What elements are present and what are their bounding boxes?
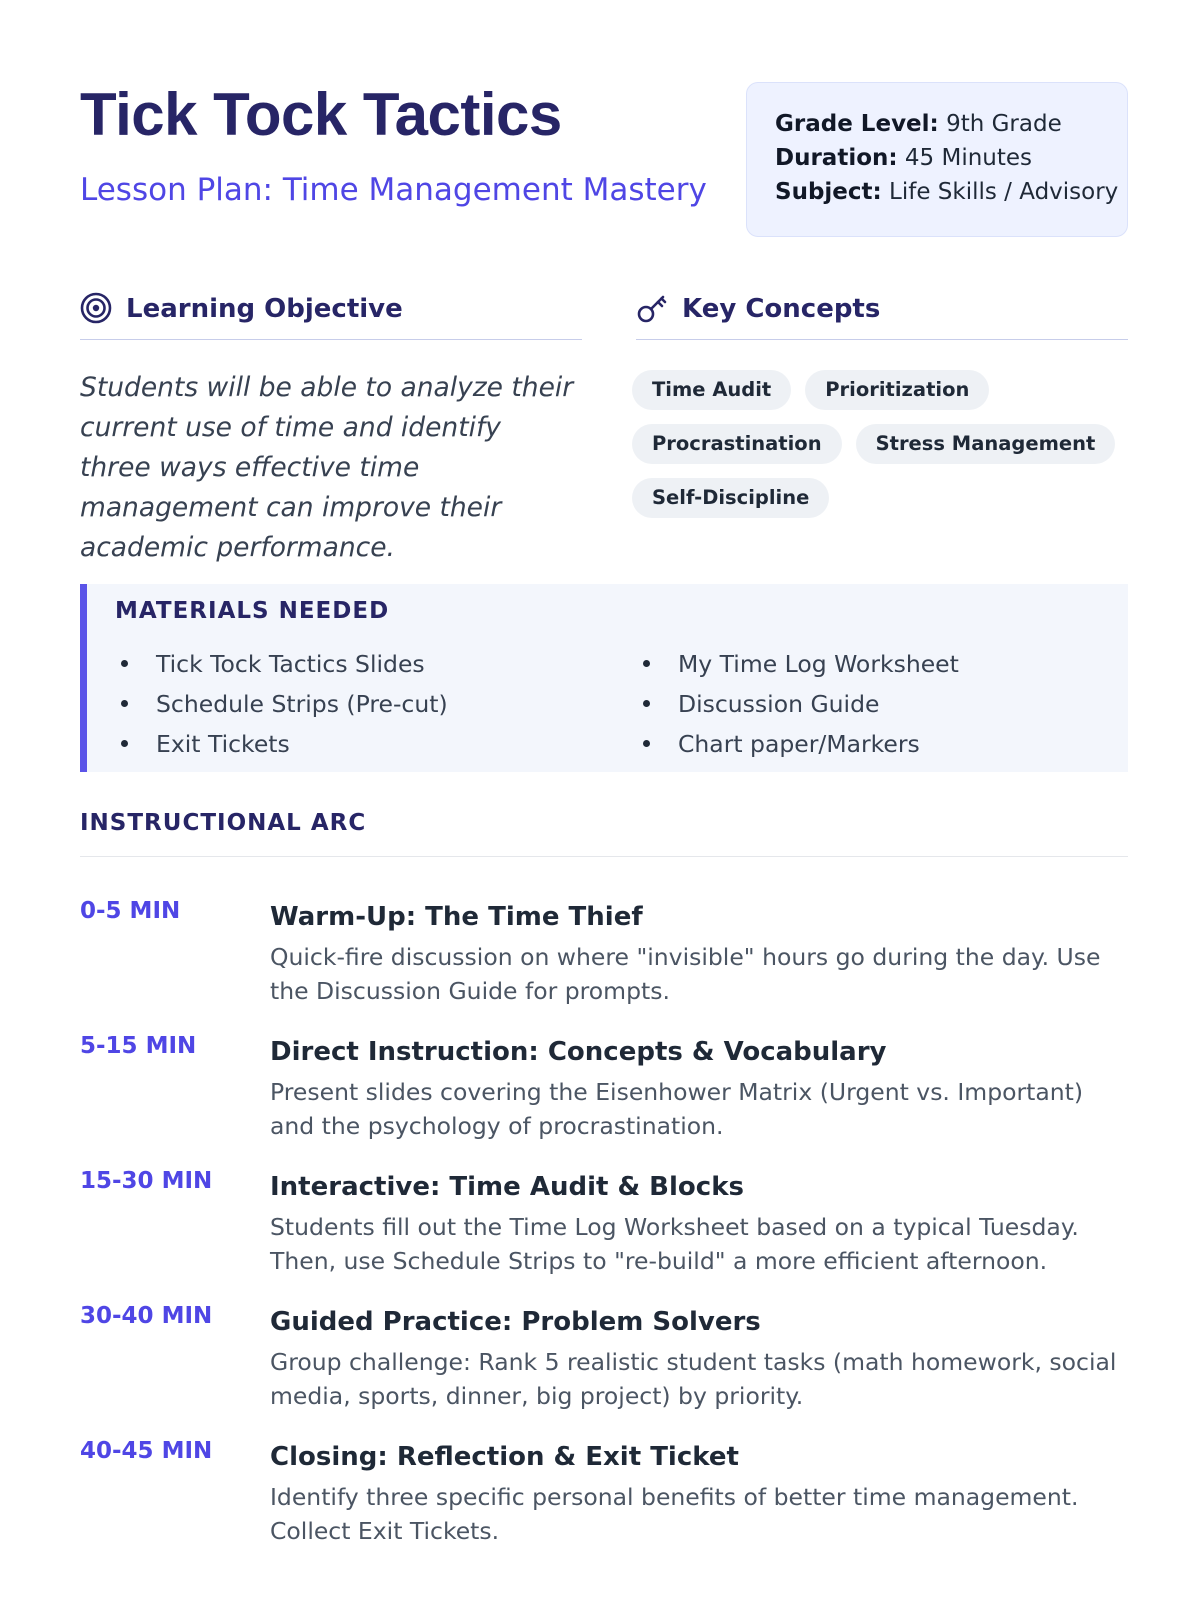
materials-heading: MATERIALS NEEDED xyxy=(115,598,390,624)
step-description: Group challenge: Rank 5 realistic student tasks (math homework, social media, sports, dinner, big project) by priority. xyxy=(270,1348,1117,1410)
bullet-icon xyxy=(121,700,128,707)
step-time: 5-15 MIN xyxy=(80,1033,197,1059)
duration-label: Duration: xyxy=(775,145,898,171)
duration-value: 45 Minutes xyxy=(904,145,1033,171)
target-icon xyxy=(80,292,112,324)
learning-objective-header xyxy=(80,292,582,340)
material-item xyxy=(117,644,448,684)
material-item-label: Chart paper/Markers xyxy=(678,730,920,758)
step-title: Direct Instruction: Concepts & Vocabulary xyxy=(270,1037,887,1067)
learning-objective-heading: Learning Objective xyxy=(126,294,403,324)
material-item xyxy=(639,684,959,724)
step-time: 15-30 MIN xyxy=(80,1168,213,1194)
grade-level-value: 9th Grade xyxy=(946,111,1062,137)
step-description: Quick-fire discussion on where "invisible" hours go during the day. Use the Discussion Guide for prompts. xyxy=(270,943,1101,1005)
concept-tag: Procrastination xyxy=(632,424,842,464)
materials-needed-panel xyxy=(80,584,1128,772)
bullet-icon xyxy=(121,660,128,667)
step-time: 40-45 MIN xyxy=(80,1438,213,1464)
material-item xyxy=(117,684,448,724)
key-concepts-tags xyxy=(632,370,1132,532)
material-item xyxy=(639,644,959,684)
step-time: 0-5 MIN xyxy=(80,898,181,924)
grade-level-label: Grade Level: xyxy=(775,111,939,137)
key-concepts-heading: Key Concepts xyxy=(682,294,881,324)
bullet-icon xyxy=(643,740,650,747)
learning-objective-text: Students will be able to analyze their current use of time and identify three ways effective time management can improve their academic performance. xyxy=(80,372,574,563)
step-title: Interactive: Time Audit & Blocks xyxy=(270,1172,744,1202)
material-item xyxy=(117,724,448,764)
concept-tag: Self-Discipline xyxy=(632,478,829,518)
material-item-label: Schedule Strips (Pre-cut) xyxy=(156,690,448,718)
bullet-icon xyxy=(643,700,650,707)
step-description: Students fill out the Time Log Worksheet based on a typical Tuesday. Then, use Schedule Strips to "re-build" a more efficient afternoon. xyxy=(270,1213,1079,1275)
instructional-arc-heading: INSTRUCTIONAL ARC xyxy=(80,810,1128,857)
material-item xyxy=(639,724,959,764)
key-icon xyxy=(636,292,668,324)
step-description: Identify three specific personal benefits of better time management. Collect Exit Tickets. xyxy=(270,1483,1079,1545)
lesson-info-box xyxy=(746,82,1128,237)
bullet-icon xyxy=(121,740,128,747)
step-title: Guided Practice: Problem Solvers xyxy=(270,1307,761,1337)
duration-row xyxy=(775,141,1127,175)
grade-level-row xyxy=(775,107,1127,141)
step-time: 30-40 MIN xyxy=(80,1303,213,1329)
subject-value: Life Skills / Advisory xyxy=(889,179,1119,205)
step-title: Closing: Reflection & Exit Ticket xyxy=(270,1442,739,1472)
materials-list-left xyxy=(117,644,448,764)
step-description: Present slides covering the Eisenhower Matrix (Urgent vs. Important) and the psychology of procrastination. xyxy=(270,1078,1084,1140)
material-item-label: Exit Tickets xyxy=(156,730,290,758)
subject-label: Subject: xyxy=(775,179,882,205)
subject-row xyxy=(775,175,1127,209)
material-item-label: My Time Log Worksheet xyxy=(678,650,959,678)
bullet-icon xyxy=(643,660,650,667)
materials-list-right xyxy=(639,644,959,764)
page-title: Tick Tock Tactics xyxy=(80,81,562,148)
concept-tag: Prioritization xyxy=(805,370,989,410)
material-item-label: Discussion Guide xyxy=(678,690,880,718)
concept-tag: Time Audit xyxy=(632,370,791,410)
step-title: Warm-Up: The Time Thief xyxy=(270,902,643,932)
key-concepts-header xyxy=(636,292,1128,340)
material-item-label: Tick Tock Tactics Slides xyxy=(156,650,425,678)
concept-tag: Stress Management xyxy=(856,424,1116,464)
page-subtitle: Lesson Plan: Time Management Mastery xyxy=(80,172,707,208)
